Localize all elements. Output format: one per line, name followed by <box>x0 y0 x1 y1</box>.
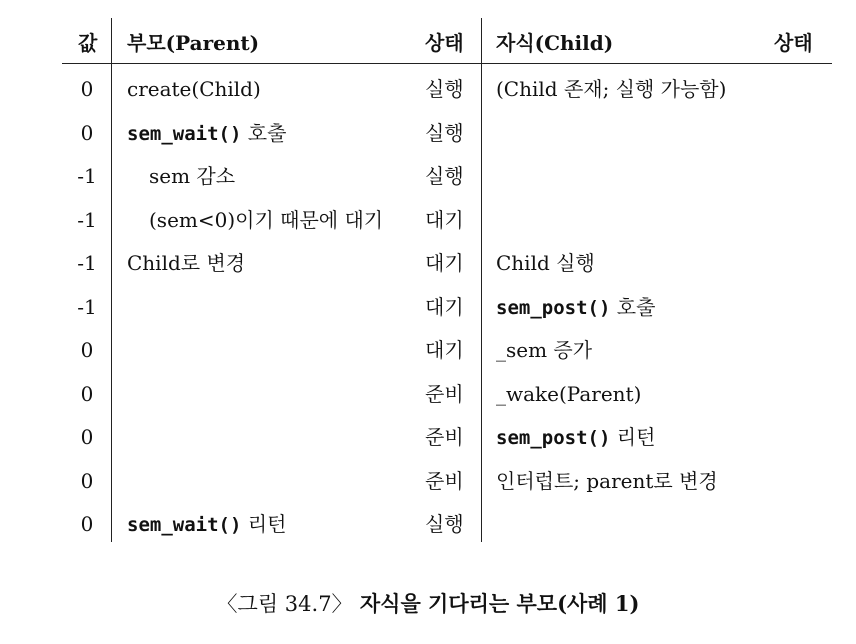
child-action-cell <box>496 382 641 406</box>
value-cell: 0 <box>80 338 94 362</box>
value-cell: 0 <box>80 512 94 536</box>
parent-state-cell: 실행 <box>425 77 464 101</box>
parent-state-cell: 준비 <box>425 469 464 493</box>
semaphore-trace-table <box>62 18 832 542</box>
header-parent: 부모(Parent) <box>127 31 260 55</box>
child-action-cell <box>496 425 655 449</box>
parent-text-fragment: 호출 <box>241 121 287 145</box>
parent-state-cell: 대기 <box>425 251 464 275</box>
value-cell: 0 <box>80 121 94 145</box>
value-cell: -1 <box>77 251 97 275</box>
value-cell: -1 <box>77 208 97 232</box>
figure-caption <box>0 589 856 619</box>
parent-action-cell <box>149 208 383 232</box>
value-cell: 0 <box>80 382 94 406</box>
parent-state-cell: 준비 <box>425 382 464 406</box>
child-text-fragment: 호출 <box>610 295 656 319</box>
child-code-fragment: sem_post() <box>496 427 611 449</box>
parent-text-fragment: Child로 변경 <box>127 251 246 275</box>
parent-text-fragment: sem 감소 <box>149 164 236 188</box>
child-text-fragment: _wake(Parent) <box>496 382 642 406</box>
header-child: 자식(Child) <box>496 31 614 55</box>
parent-action-cell <box>127 121 286 145</box>
child-action-cell <box>496 251 595 275</box>
parent-state-cell: 대기 <box>425 208 464 232</box>
header-rule <box>62 63 832 64</box>
parent-action-cell <box>127 512 286 536</box>
header-parent-state: 상태 <box>425 31 464 55</box>
parent-state-cell: 대기 <box>425 295 464 319</box>
parent-state-cell: 준비 <box>425 425 464 449</box>
value-cell: -1 <box>77 295 97 319</box>
child-code-fragment: sem_post() <box>496 297 611 319</box>
parent-code-fragment: sem_wait() <box>127 123 242 145</box>
parent-state-cell: 대기 <box>425 338 464 362</box>
child-text-fragment: Child 실행 <box>496 251 595 275</box>
column-divider-state <box>481 18 482 542</box>
child-action-cell <box>496 469 718 493</box>
child-text-fragment: 리턴 <box>610 425 656 449</box>
value-cell: -1 <box>77 164 97 188</box>
value-cell: 0 <box>80 469 94 493</box>
parent-action-cell <box>127 77 261 101</box>
child-action-cell <box>496 338 592 362</box>
parent-text-fragment: 리턴 <box>241 512 287 536</box>
parent-text-fragment: (sem<0)이기 때문에 대기 <box>149 208 384 232</box>
child-text-fragment: (Child 존재; 실행 가능함) <box>496 77 727 101</box>
value-cell: 0 <box>80 77 94 101</box>
header-child-state: 상태 <box>774 31 813 55</box>
column-divider-value <box>111 18 112 542</box>
child-text-fragment: 인터럽트; parent로 변경 <box>496 469 718 493</box>
figure-label: 〈그림 34.7〉 <box>216 592 353 616</box>
child-action-cell <box>496 295 655 319</box>
parent-action-cell <box>149 164 235 188</box>
child-action-cell <box>496 77 726 101</box>
parent-state-cell: 실행 <box>425 121 464 145</box>
parent-text-fragment: create(Child) <box>127 77 261 101</box>
figure-title: 자식을 기다리는 부모(사례 1) <box>359 591 640 616</box>
parent-state-cell: 실행 <box>425 164 464 188</box>
child-text-fragment: _sem 증가 <box>496 338 593 362</box>
parent-state-cell: 실행 <box>425 512 464 536</box>
header-value: 값 <box>78 31 98 55</box>
parent-code-fragment: sem_wait() <box>127 514 242 536</box>
value-cell: 0 <box>80 425 94 449</box>
parent-action-cell <box>127 251 245 275</box>
